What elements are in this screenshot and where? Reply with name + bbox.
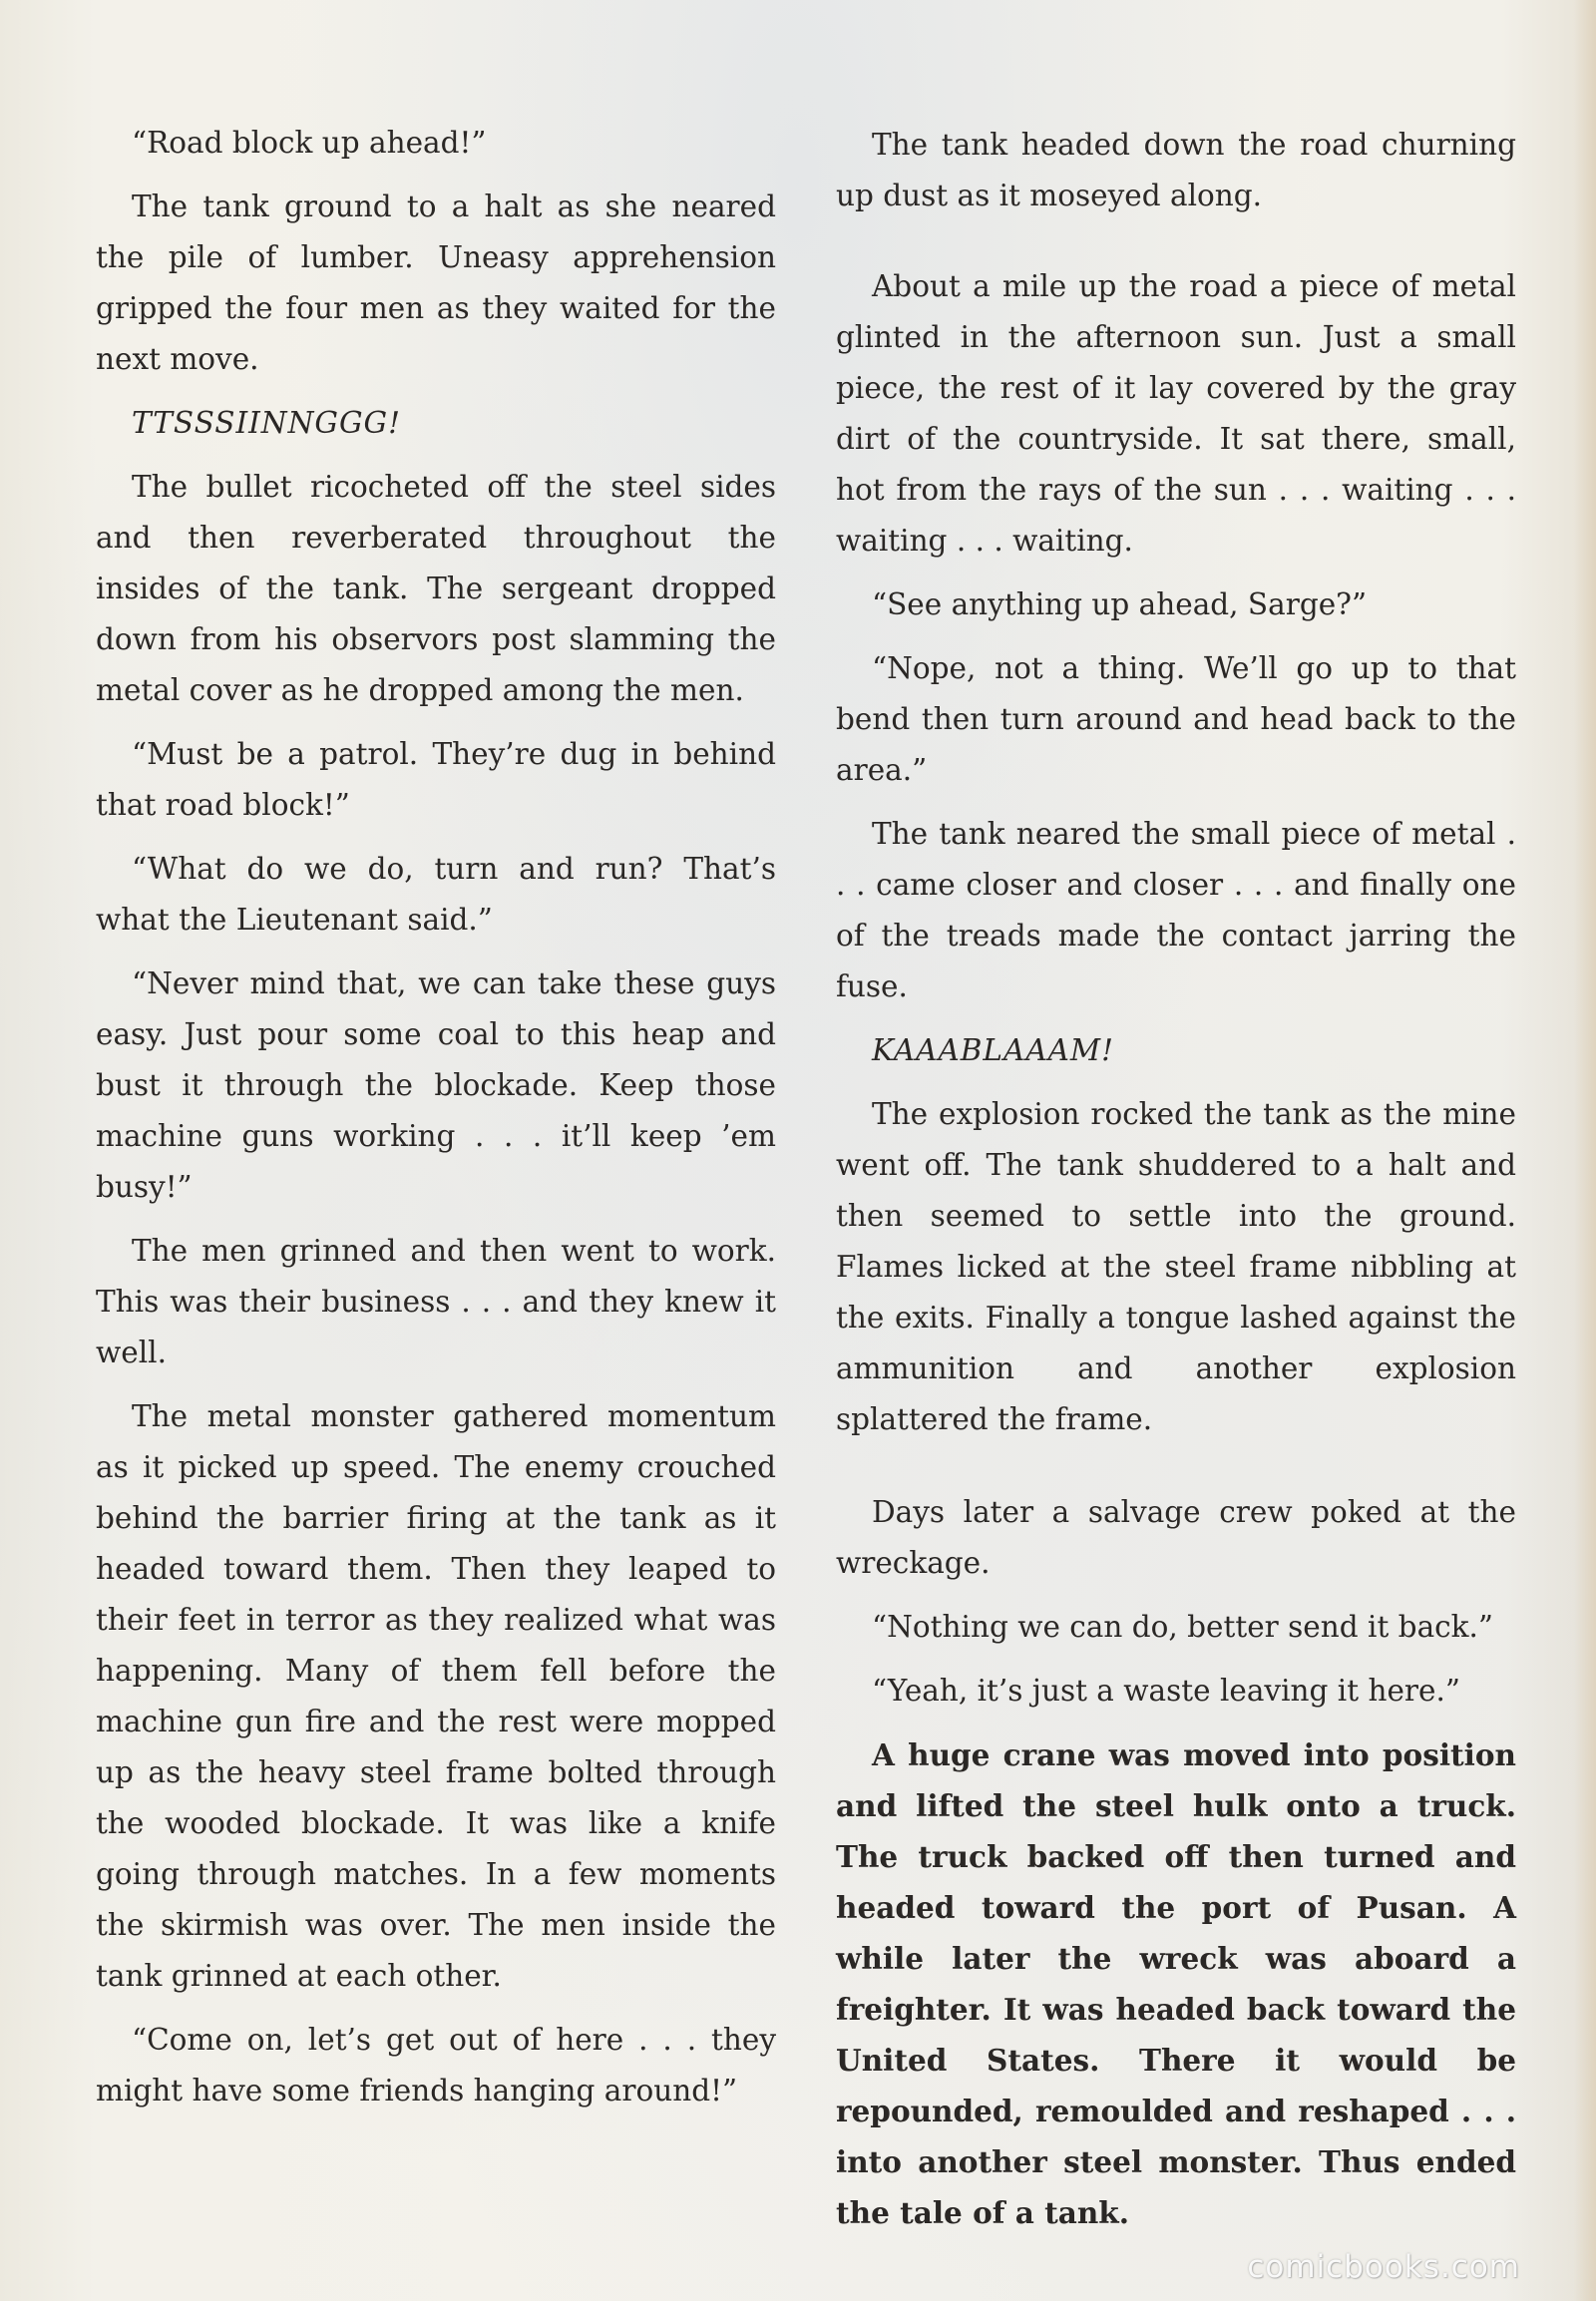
story-paragraph: The bullet ricocheted off the steel sides and then reverberated throughout the insides of the tank. The sergeant dropped down from his observors post slamming the metal cover as he dropped among the men. <box>96 470 776 707</box>
watermark: comicbooks.com <box>1247 2249 1520 2285</box>
story-paragraph: “Come on, let’s get out of here . . . they might have some friends hanging around!” <box>96 2023 776 2108</box>
story-paragraph: About a mile up the road a piece of metal glinted in the afternoon sun. Just a small piece, the rest of it lay covered by the gray dirt of the countryside. It sat there, small, hot from the rays of the sun . . . waiting . . . waiting . . . waiting. <box>836 269 1516 558</box>
right-text-column <box>836 120 1516 2251</box>
story-paragraph: The tank neared the small piece of metal . . . came closer and closer . . . and finally one of the treads made the contact jarring the fuse. <box>836 817 1516 1003</box>
story-paragraph: “Must be a patrol. They’re dug in behind that road block!” <box>96 737 776 822</box>
story-paragraph: A huge crane was moved into position and lifted the steel hulk onto a truck. The truck backed off then turned and headed toward the port of Pusan. A while later the wreck was aboard a freighter. It was headed back toward the United States. There it would be repounded, remoulded and reshaped . . . into another steel monster. Thus ended the tale of a tank. <box>836 1737 1516 2230</box>
story-paragraph: Days later a salvage crew poked at the wreckage. <box>836 1495 1516 1580</box>
story-paragraph: “Never mind that, we can take these guys easy. Just pour some coal to this heap and bust it through the blockade. Keep those machine guns working . . . it’ll keep ’em busy!” <box>96 966 776 1204</box>
story-paragraph: The explosion rocked the tank as the mine went off. The tank shuddered to a halt and then seemed to settle into the ground. Flames licked at the steel frame nibbling at the exits. Finally a tongue lashed against the ammunition and another explosion splattered the frame. <box>836 1097 1516 1436</box>
sound-effect-text: KAAABLAAAM! <box>872 1033 1114 1067</box>
story-paragraph: The tank headed down the road churning up dust as it moseyed along. <box>836 128 1516 212</box>
story-paragraph: “Nope, not a thing. We’ll go up to that bend then turn around and head back to the area.” <box>836 651 1516 787</box>
story-paragraph: The tank ground to a halt as she neared the pile of lumber. Uneasy apprehension gripped the four men as they waited for the next move. <box>96 190 776 376</box>
story-paragraph: “What do we do, turn and run? That’s what the Lieutenant said.” <box>96 852 776 937</box>
sound-effect-text: TTSSSIINNGGG! <box>132 406 401 440</box>
story-paragraph: The men grinned and then went to work. This was their business . . . and they knew it well. <box>96 1234 776 1369</box>
story-paragraph: “Road block up ahead!” <box>132 126 487 160</box>
page-edge-shadow <box>1574 0 1596 2301</box>
story-paragraph: “Yeah, it’s just a waste leaving it here.” <box>872 1674 1460 1708</box>
story-paragraph: “See anything up ahead, Sarge?” <box>872 587 1368 621</box>
story-paragraph: The metal monster gathered momentum as it picked up speed. The enemy crouched behind the barrier firing at the tank as it headed toward them. Then they leaped to their feet in terror as they realized what was happening. Many of them fell before the machine gun fire and the rest were mopped up as the heavy steel frame bolted through the wooded blockade. It was like a knife going through matches. In a few moments the skirmish was over. The men inside the tank grinned at each other. <box>96 1399 776 1993</box>
story-paragraph: “Nothing we can do, better send it back.” <box>872 1610 1494 1644</box>
left-text-column <box>96 118 776 2129</box>
